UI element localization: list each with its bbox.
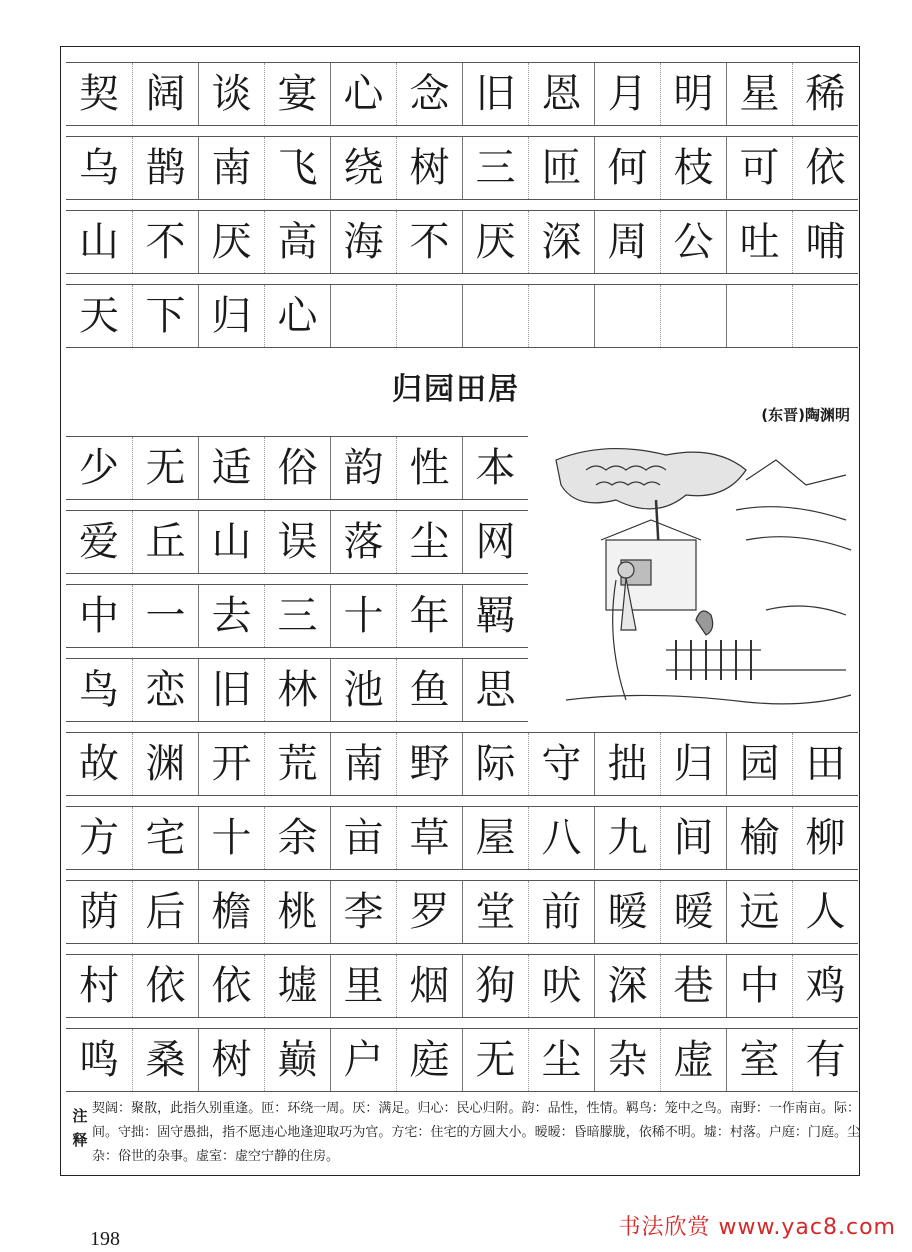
grid-cell: 丘	[132, 511, 198, 573]
grid-cell: 依	[132, 955, 198, 1017]
grid-cell	[396, 285, 462, 347]
grid-cell: 林	[264, 659, 330, 721]
grid-cell: 年	[396, 585, 462, 647]
grid-cell: 桑	[132, 1029, 198, 1091]
grid-cell: 旧	[198, 659, 264, 721]
grid-cell: 思	[462, 659, 528, 721]
grid-cell: 柳	[792, 807, 858, 869]
grid-cell: 可	[726, 137, 792, 199]
grid-cell: 韵	[330, 437, 396, 499]
grid-cell: 鸟	[79, 667, 119, 713]
grid-cell: 少	[79, 445, 119, 491]
grid-cell: 尘	[396, 511, 462, 573]
grid-cell: 爱	[79, 519, 119, 565]
grid-cell: 田	[792, 733, 858, 795]
grid-cell: 枝	[660, 137, 726, 199]
grid-cell: 谈	[198, 63, 264, 125]
grid-cell: 檐	[198, 881, 264, 943]
grid-cell: 阔	[132, 63, 198, 125]
grid-cell: 有	[792, 1029, 858, 1091]
grid-cell: 暧	[660, 881, 726, 943]
grid-cell: 稀	[792, 63, 858, 125]
grid-cell: 十	[198, 807, 264, 869]
grid-cell: 池	[330, 659, 396, 721]
grid-cell: 渊	[132, 733, 198, 795]
grid-cell: 宅	[132, 807, 198, 869]
grid-row	[66, 284, 858, 348]
grid-row	[66, 136, 858, 200]
grid-row	[66, 62, 858, 126]
grid-cell: 南	[330, 733, 396, 795]
grid-cell: 巷	[660, 955, 726, 1017]
grid-cell: 堂	[462, 881, 528, 943]
grid-cell: 中	[79, 593, 119, 639]
grid-cell	[594, 285, 660, 347]
grid-cell: 落	[330, 511, 396, 573]
grid-cell: 荫	[79, 889, 119, 935]
notes-label-char-2: 释	[72, 1131, 88, 1149]
grid-cell: 公	[660, 211, 726, 273]
grid-cell: 十	[330, 585, 396, 647]
grid-cell: 下	[132, 285, 198, 347]
grid-cell	[792, 285, 858, 347]
grid-cell: 树	[396, 137, 462, 199]
grid-cell: 八	[528, 807, 594, 869]
grid-cell: 际	[462, 733, 528, 795]
grid-cell: 屋	[462, 807, 528, 869]
grid-cell: 鱼	[396, 659, 462, 721]
grid-cell	[462, 285, 528, 347]
grid-cell: 室	[726, 1029, 792, 1091]
grid-cell: 绕	[330, 137, 396, 199]
notes-label-char-1: 注	[72, 1107, 88, 1125]
grid-cell: 中	[726, 955, 792, 1017]
grid-cell: 恩	[528, 63, 594, 125]
grid-cell: 亩	[330, 807, 396, 869]
grid-cell: 树	[198, 1029, 264, 1091]
grid-row	[66, 880, 858, 944]
grid-cell: 吠	[528, 955, 594, 1017]
grid-cell	[726, 285, 792, 347]
grid-cell: 余	[264, 807, 330, 869]
grid-cell: 九	[594, 807, 660, 869]
grid-cell: 间	[660, 807, 726, 869]
grid-cell: 三	[264, 585, 330, 647]
grid-cell: 周	[594, 211, 660, 273]
grid-row	[66, 584, 528, 648]
grid-cell: 庭	[396, 1029, 462, 1091]
grid-cell: 榆	[726, 807, 792, 869]
grid-cell: 飞	[264, 137, 330, 199]
grid-cell: 不	[396, 211, 462, 273]
grid-cell: 深	[594, 955, 660, 1017]
grid-cell: 园	[726, 733, 792, 795]
grid-cell: 山	[198, 511, 264, 573]
grid-cell: 守	[528, 733, 594, 795]
grid-cell: 星	[726, 63, 792, 125]
grid-cell: 旧	[462, 63, 528, 125]
grid-cell: 海	[330, 211, 396, 273]
grid-cell: 适	[198, 437, 264, 499]
grid-cell: 杂	[594, 1029, 660, 1091]
landscape-illustration	[546, 440, 858, 720]
grid-cell: 野	[396, 733, 462, 795]
grid-cell	[660, 285, 726, 347]
grid-row	[66, 954, 858, 1018]
grid-cell: 里	[330, 955, 396, 1017]
grid-cell: 念	[396, 63, 462, 125]
grid-cell: 哺	[792, 211, 858, 273]
grid-cell: 人	[792, 881, 858, 943]
grid-cell: 李	[330, 881, 396, 943]
grid-cell: 羁	[462, 585, 528, 647]
grid-cell: 三	[462, 137, 528, 199]
grid-cell: 心	[264, 285, 330, 347]
grid-cell: 鸡	[792, 955, 858, 1017]
grid-cell: 无	[132, 437, 198, 499]
grid-cell: 山	[79, 219, 119, 265]
grid-row	[66, 436, 528, 500]
grid-cell: 户	[330, 1029, 396, 1091]
grid-cell: 明	[660, 63, 726, 125]
grid-cell: 烟	[396, 955, 462, 1017]
grid-cell: 俗	[264, 437, 330, 499]
grid-cell: 荒	[264, 733, 330, 795]
grid-cell: 心	[330, 63, 396, 125]
poem-author: (东晋)陶渊明	[761, 406, 850, 424]
grid-cell: 高	[264, 211, 330, 273]
grid-cell: 故	[79, 741, 119, 787]
grid-cell: 去	[198, 585, 264, 647]
grid-cell: 何	[594, 137, 660, 199]
grid-cell: 鸣	[79, 1037, 119, 1083]
grid-cell: 一	[132, 585, 198, 647]
grid-cell: 误	[264, 511, 330, 573]
grid-cell: 狗	[462, 955, 528, 1017]
grid-row	[66, 510, 528, 574]
site-watermark: 书法欣赏 www.yac8.com	[618, 1215, 896, 1240]
grid-row	[66, 732, 858, 796]
grid-cell: 吐	[726, 211, 792, 273]
grid-cell: 虚	[660, 1029, 726, 1091]
grid-cell: 后	[132, 881, 198, 943]
grid-cell: 本	[462, 437, 528, 499]
grid-cell: 恋	[132, 659, 198, 721]
grid-cell: 罗	[396, 881, 462, 943]
grid-cell: 匝	[528, 137, 594, 199]
grid-row	[66, 1028, 858, 1092]
grid-cell: 网	[462, 511, 528, 573]
grid-cell: 归	[198, 285, 264, 347]
notes-label	[70, 1104, 90, 1152]
grid-cell: 依	[792, 137, 858, 199]
grid-cell: 南	[198, 137, 264, 199]
grid-cell: 深	[528, 211, 594, 273]
grid-cell: 契	[79, 71, 119, 117]
grid-cell: 村	[79, 963, 119, 1009]
grid-cell: 不	[132, 211, 198, 273]
grid-cell: 归	[660, 733, 726, 795]
grid-row	[66, 806, 858, 870]
notes-text: 契阔：聚散，此指久别重逢。匝：环绕一周。厌：满足。归心：民心归附。韵：品性，性情。羁鸟：笼中之鸟。南野：一作南亩。际：间。守拙：固守愚拙，指不愿违心地逢迎取巧为官。方宅：住宅的方圆大小。暧暧：昏暗朦胧，依稀不明。墟：村落。户庭：门庭。尘杂：俗世的杂事。虚室：虚空宁静的住房。	[92, 1101, 860, 1164]
grid-cell: 前	[528, 881, 594, 943]
grid-cell: 尘	[528, 1029, 594, 1091]
grid-cell: 厌	[198, 211, 264, 273]
grid-cell: 方	[79, 815, 119, 861]
grid-cell: 月	[594, 63, 660, 125]
grid-cell: 巅	[264, 1029, 330, 1091]
grid-cell: 宴	[264, 63, 330, 125]
grid-cell	[528, 285, 594, 347]
grid-cell: 乌	[79, 145, 119, 191]
grid-cell: 开	[198, 733, 264, 795]
grid-cell: 性	[396, 437, 462, 499]
grid-cell: 远	[726, 881, 792, 943]
page-number: 198	[90, 1228, 120, 1250]
grid-cell: 无	[462, 1029, 528, 1091]
grid-cell: 桃	[264, 881, 330, 943]
grid-row	[66, 658, 528, 722]
grid-cell: 鹊	[132, 137, 198, 199]
grid-cell: 墟	[264, 955, 330, 1017]
grid-cell: 厌	[462, 211, 528, 273]
grid-cell: 天	[79, 293, 119, 339]
grid-cell: 暧	[594, 881, 660, 943]
poem-title: 归园田居	[392, 372, 520, 407]
grid-cell: 拙	[594, 733, 660, 795]
grid-row	[66, 210, 858, 274]
grid-cell	[330, 285, 396, 347]
grid-cell: 草	[396, 807, 462, 869]
grid-cell: 依	[198, 955, 264, 1017]
